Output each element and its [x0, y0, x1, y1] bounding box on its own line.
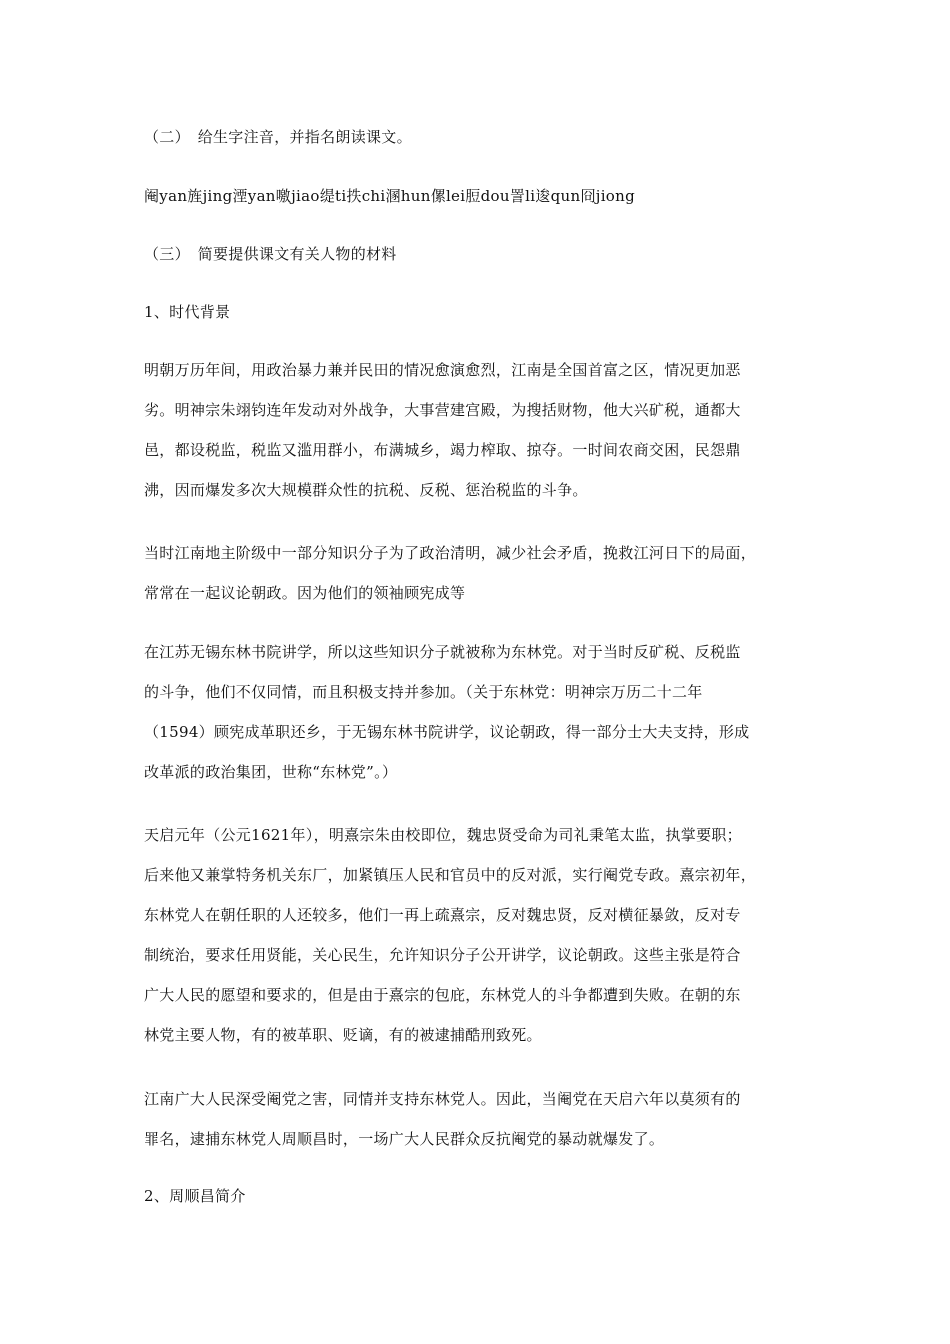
paragraph-line: 当时江南地主阶级中一部分知识分子为了政治清明，减少社会矛盾，挽救江河日下的局面， [144, 544, 757, 562]
paragraph-people-uprising [144, 1079, 808, 1159]
paragraph-line: 天启元年（公元1621年），明熹宗朱由校即位，魏忠贤受命为司礼秉笔太监，执掌要职； [144, 826, 742, 844]
section-title-background: 1、时代背景 [144, 303, 231, 321]
paragraph-line: 改革派的政治集团，世称“东林党”。） [144, 763, 398, 781]
pinyin-annotation-line: 阉yan旌jing湮yan噭jiao缇ti抶chi溷hun傫lei脰dou詈li逡qun冏jiong [144, 187, 635, 205]
paragraph-line: 的斗争，他们不仅同情，而且积极支持并参加。（关于东林党：明神宗万历二十二年 [144, 683, 703, 701]
paragraph-wanli-era [144, 350, 808, 510]
paragraph-line: 明朝万历年间，用政治暴力兼并民田的情况愈演愈烈，江南是全国首富之区，情况更加恶 [144, 361, 741, 379]
paragraph-line: （1594）顾宪成革职还乡，于无锡东林书院讲学，议论朝政，得一部分士大夫支持，形成 [144, 723, 750, 741]
paragraph-line: 常常在一起议论朝政。因为他们的领袖顾宪成等 [144, 584, 466, 602]
paragraph-line: 劣。明神宗朱翊钧连年发动对外战争，大事营建宫殿，为搜括财物，他大兴矿税，通都大 [144, 401, 741, 419]
paragraph-donglin-academy [144, 632, 808, 792]
paragraph-line: 在江苏无锡东林书院讲学，所以这些知识分子就被称为东林党。对于当时反矿税、反税监 [144, 643, 741, 661]
paragraph-line: 林党主要人物，有的被革职、贬谪，有的被逮捕酷刑致死。 [144, 1026, 542, 1044]
paragraph-line: 制统治，要求任用贤能，关心民生，允许知识分子公开讲学，议论朝政。这些主张是符合 [144, 946, 741, 964]
section-title-zhou-shunchang: 2、周顺昌简介 [144, 1187, 246, 1205]
paragraph-line: 沸，因而爆发多次大规模群众性的抗税、反税、惩治税监的斗争。 [144, 481, 588, 499]
paragraph-line: 东林党人在朝任职的人还较多，他们一再上疏熹宗，反对魏忠贤，反对横征暴敛，反对专 [144, 906, 741, 924]
paragraph-line: 江南广大人民深受阉党之害，同情并支持东林党人。因此，当阉党在天启六年以莫须有的 [144, 1090, 741, 1108]
paragraph-line: 罪名，逮捕东林党人周顺昌时，一场广大人民群众反抗阉党的暴动就爆发了。 [144, 1130, 665, 1148]
paragraph-jiangnan-intellectuals [144, 533, 808, 613]
paragraph-line: 广大人民的愿望和要求的，但是由于熹宗的包庇，东林党人的斗争都遭到失败。在朝的东 [144, 986, 741, 1004]
heading-part-two: （二） 给生字注音，并指名朗读课文。 [144, 128, 412, 146]
paragraph-line: 邑，都设税监，税监又滥用群小，布满城乡，竭力榨取、掠夺。一时间农商交困，民怨鼎 [144, 441, 741, 459]
paragraph-tianqi-era [144, 815, 808, 1055]
heading-part-three: （三） 简要提供课文有关人物的材料 [144, 245, 397, 263]
paragraph-line: 后来他又兼掌特务机关东厂，加紧镇压人民和官员中的反对派，实行阉党专政。熹宗初年， [144, 866, 757, 884]
